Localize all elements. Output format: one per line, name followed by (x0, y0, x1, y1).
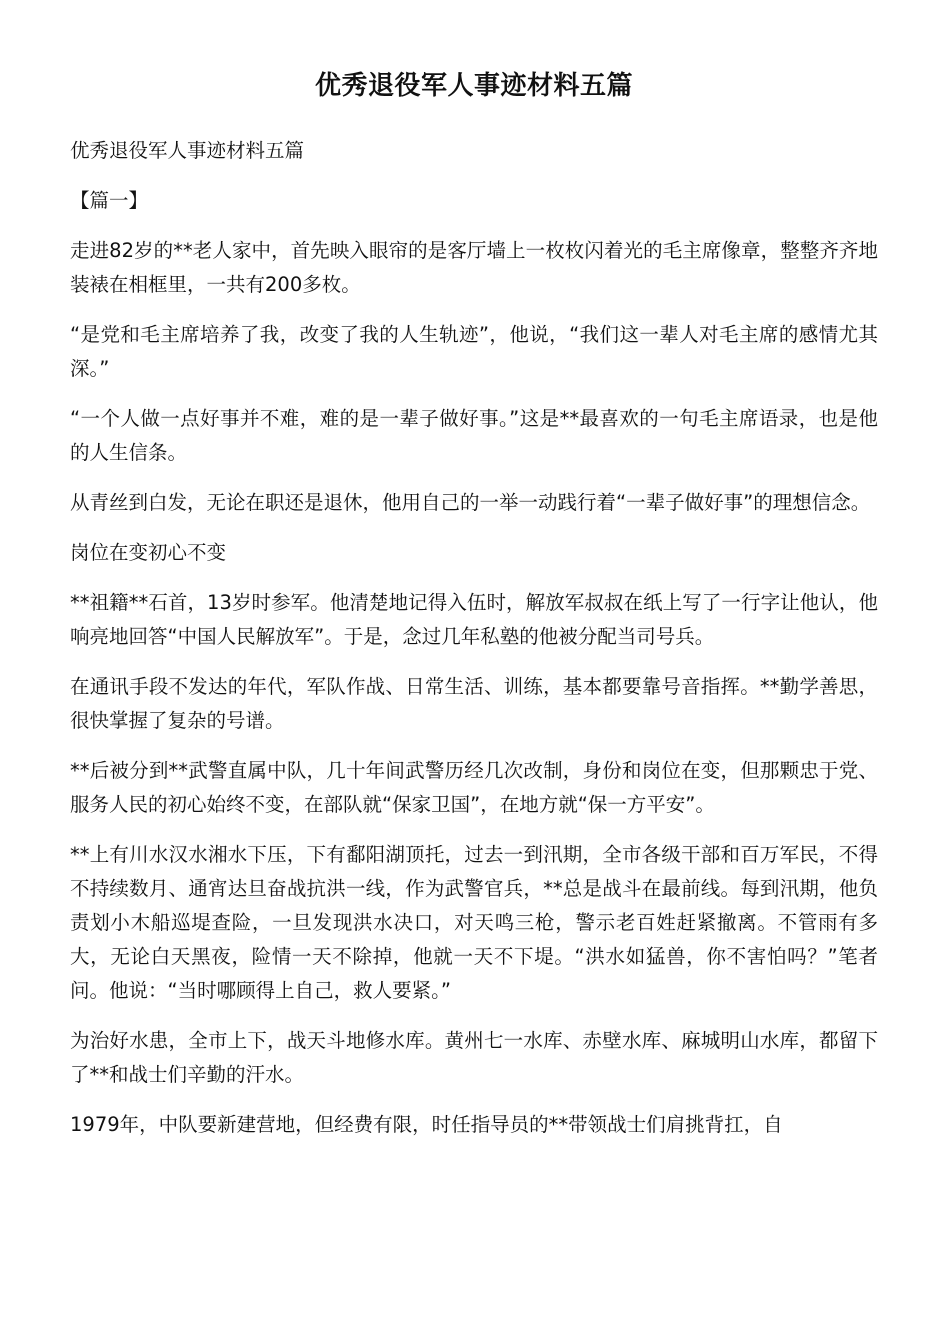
paragraph: 在通讯手段不发达的年代，军队作战、日常生活、训练，基本都要靠号音指挥。**勤学善思，很快掌握了复杂的号谱。 (70, 675, 878, 732)
paragraph: 1979年，中队要新建营地，但经费有限，时任指导员的**带领战士们肩挑背扛，自 (70, 1113, 783, 1136)
paragraph-section-heading: 【篇一】 (70, 189, 149, 212)
paragraph: **祖籍**石首，13岁时参军。他清楚地记得入伍时，解放军叔叔在纸上写了一行字让他认，他响亮地回答“中国人民解放军”。于是，念过几年私塾的他被分配当司号兵。 (70, 591, 878, 648)
paragraph: 从青丝到白发，无论在职还是退休，他用自己的一举一动践行着“一辈子做好事”的理想信念。 (70, 491, 871, 514)
paragraph-subheading: 岗位在变初心不变 (70, 541, 227, 564)
document-page (70, 64, 878, 1158)
paragraph: 走进82岁的**老人家中，首先映入眼帘的是客厅墙上一枚枚闪着光的毛主席像章，整整齐齐地装裱在相框里，一共有200多枚。 (70, 239, 878, 296)
paragraph: “一个人做一点好事并不难，难的是一辈子做好事。”这是**最喜欢的一句毛主席语录，也是他的人生信条。 (70, 407, 878, 464)
paragraph: 为治好水患，全市上下，战天斗地修水库。黄州七一水库、赤壁水库、麻城明山水库，都留下了**和战士们辛勤的汗水。 (70, 1029, 878, 1086)
paragraph-subtitle: 优秀退役军人事迹材料五篇 (70, 139, 305, 162)
document-title: 优秀退役军人事迹材料五篇 (314, 71, 633, 101)
paragraph: **上有川水汉水湘水下压，下有鄱阳湖顶托，过去一到汛期，全市各级干部和百万军民，不得不持续数月、通宵达旦奋战抗洪一线，作为武警官兵，**总是战斗在最前线。每到汛期，他负责划小木船巡堤查险，一旦发现洪水决口，对天鸣三枪，警示老百姓赶紧撤离。不管雨有多大，无论白天黑夜，险情一天不除掉，他就一天不下堤。“洪水如猛兽，你不害怕吗？”笔者问。他说：“当时哪顾得上自己，救人要紧。” (70, 843, 878, 1002)
paragraph: “是党和毛主席培养了我，改变了我的人生轨迹”，他说，“我们这一辈人对毛主席的感情尤其深。” (70, 323, 878, 380)
paragraph: **后被分到**武警直属中队，几十年间武警历经几次改制，身份和岗位在变，但那颗忠于党、服务人民的初心始终不变，在部队就“保家卫国”，在地方就“保一方平安”。 (70, 759, 878, 816)
